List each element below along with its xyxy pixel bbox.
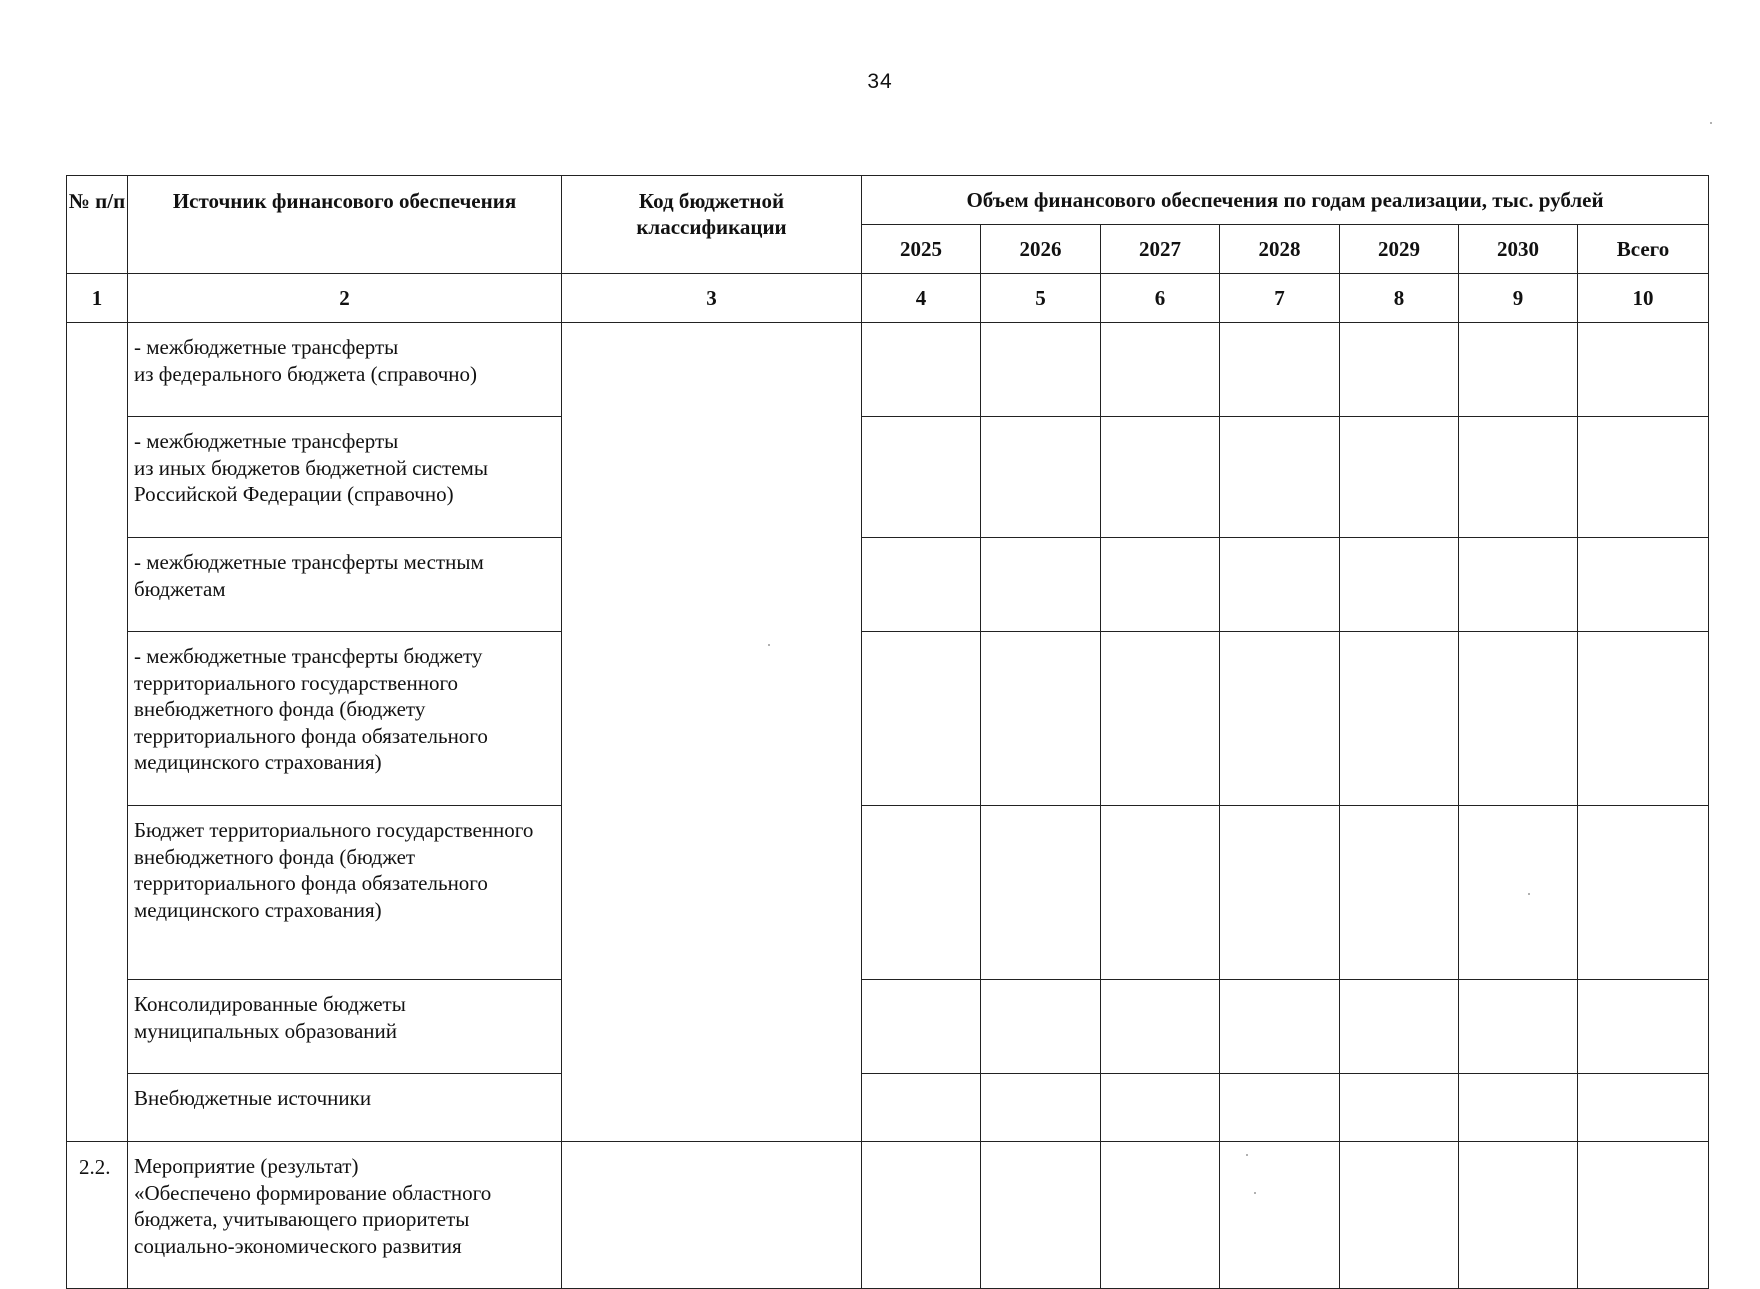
value-cell [862, 538, 981, 632]
source-cell: - межбюджетные трансферты из федерального бюджета (справочно) [128, 323, 562, 417]
row-number-cell [67, 323, 128, 1142]
value-cell [981, 538, 1101, 632]
value-cell [1459, 538, 1578, 632]
scan-speck [1254, 1192, 1256, 1194]
scan-speck [1246, 1154, 1248, 1156]
value-cell [1340, 1142, 1459, 1289]
value-cell [1220, 417, 1340, 538]
column-number: 8 [1340, 274, 1459, 323]
column-number: 3 [562, 274, 862, 323]
value-cell [1340, 323, 1459, 417]
value-cell [1220, 1142, 1340, 1289]
value-cell [862, 1074, 981, 1142]
value-cell [1101, 632, 1220, 806]
header-year: 2030 [1459, 225, 1578, 274]
source-cell: Мероприятие (результат) «Обеспечено формирование областного бюджета, учитывающего приоритеты социально-экономического развития [128, 1142, 562, 1289]
column-number: 6 [1101, 274, 1220, 323]
column-numbers-row [67, 274, 1709, 323]
value-cell [1101, 538, 1220, 632]
value-cell [1340, 980, 1459, 1074]
value-cell [1101, 1074, 1220, 1142]
value-cell [981, 417, 1101, 538]
column-number: 5 [981, 274, 1101, 323]
column-number: 10 [1578, 274, 1709, 323]
column-number: 7 [1220, 274, 1340, 323]
column-number: 2 [128, 274, 562, 323]
header-row [67, 176, 1709, 225]
financing-table [66, 175, 1709, 1289]
value-cell [1101, 1142, 1220, 1289]
value-cell [981, 806, 1101, 980]
table-row [67, 417, 1709, 538]
source-cell: Консолидированные бюджеты муниципальных образований [128, 980, 562, 1074]
value-cell [1340, 538, 1459, 632]
budget-code-cell [562, 323, 862, 1142]
value-cell [1578, 323, 1709, 417]
value-cell [1101, 417, 1220, 538]
value-cell [1578, 538, 1709, 632]
value-cell [862, 980, 981, 1074]
value-cell [1459, 323, 1578, 417]
value-cell [1578, 632, 1709, 806]
value-cell [1220, 323, 1340, 417]
column-number: 1 [67, 274, 128, 323]
row-number-cell: 2.2. [67, 1142, 128, 1289]
value-cell [1578, 806, 1709, 980]
value-cell [1220, 980, 1340, 1074]
column-number: 9 [1459, 274, 1578, 323]
source-cell: - межбюджетные трансферты местным бюджетам [128, 538, 562, 632]
header-source: Источник финансового обеспечения [128, 176, 562, 274]
value-cell [1459, 417, 1578, 538]
value-cell [862, 323, 981, 417]
value-cell [981, 1142, 1101, 1289]
value-cell [1340, 1074, 1459, 1142]
value-cell [1459, 806, 1578, 980]
header-row-no: № п/п [67, 176, 128, 274]
table-row [67, 538, 1709, 632]
header-year: 2025 [862, 225, 981, 274]
value-cell [1101, 806, 1220, 980]
value-cell [1220, 1074, 1340, 1142]
value-cell [1340, 806, 1459, 980]
value-cell [1220, 632, 1340, 806]
header-volume: Объем финансового обеспечения по годам реализации, тыс. рублей [862, 176, 1709, 225]
source-cell: - межбюджетные трансферты бюджету территориального государственного внебюджетного фонда (бюджету территориального фонда обязательного медицинского страхования) [128, 632, 562, 806]
value-cell [1578, 1142, 1709, 1289]
source-cell: Бюджет территориального государственного внебюджетного фонда (бюджет территориального фонда обязательного медицинского страхования) [128, 806, 562, 980]
scan-speck [1528, 893, 1530, 895]
table-row [67, 632, 1709, 806]
value-cell [1578, 1074, 1709, 1142]
source-cell: Внебюджетные источники [128, 1074, 562, 1142]
value-cell [1459, 1074, 1578, 1142]
value-cell [981, 632, 1101, 806]
budget-code-cell [562, 1142, 862, 1289]
value-cell [981, 323, 1101, 417]
value-cell [1340, 632, 1459, 806]
scan-speck [1710, 122, 1712, 124]
value-cell [1578, 980, 1709, 1074]
page-number: 34 [867, 70, 893, 93]
header-year: 2027 [1101, 225, 1220, 274]
header-budget-code: Код бюджетной классификации [562, 176, 862, 274]
value-cell [1459, 632, 1578, 806]
header-year: 2026 [981, 225, 1101, 274]
value-cell [1220, 806, 1340, 980]
header-year: 2028 [1220, 225, 1340, 274]
table-row [67, 980, 1709, 1074]
value-cell [1578, 417, 1709, 538]
table-row [67, 323, 1709, 417]
value-cell [981, 1074, 1101, 1142]
table-row [67, 1074, 1709, 1142]
column-number: 4 [862, 274, 981, 323]
value-cell [1101, 323, 1220, 417]
value-cell [1101, 980, 1220, 1074]
table-row [67, 1142, 1709, 1289]
value-cell [1459, 1142, 1578, 1289]
header-year: 2029 [1340, 225, 1459, 274]
value-cell [1220, 538, 1340, 632]
value-cell [1459, 980, 1578, 1074]
source-cell: - межбюджетные трансферты из иных бюджетов бюджетной системы Российской Федерации (справочно) [128, 417, 562, 538]
table-row [67, 806, 1709, 980]
value-cell [862, 632, 981, 806]
header-total: Всего [1578, 225, 1709, 274]
scan-speck [768, 644, 770, 646]
value-cell [862, 1142, 981, 1289]
value-cell [862, 417, 981, 538]
value-cell [1340, 417, 1459, 538]
value-cell [981, 980, 1101, 1074]
value-cell [862, 806, 981, 980]
